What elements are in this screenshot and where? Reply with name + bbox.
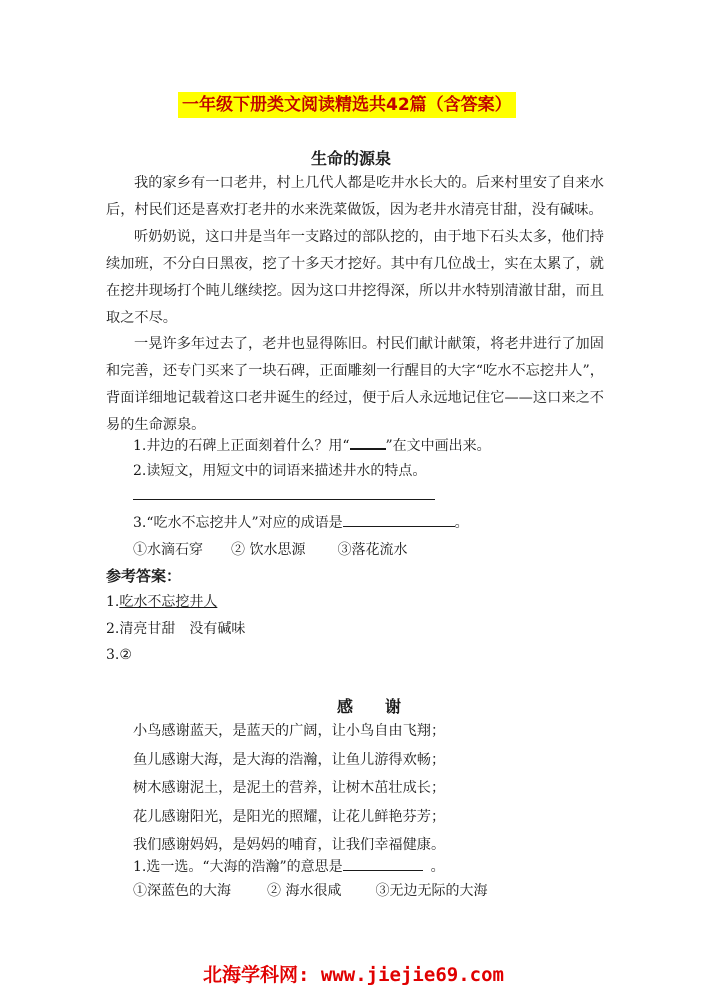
answer-blank[interactable]	[343, 513, 455, 527]
answer-blank[interactable]	[350, 436, 386, 450]
answer-3: 3.②	[106, 647, 132, 663]
option-3[interactable]: ③无边无际的大海	[375, 883, 488, 899]
option-3[interactable]: ③落花流水	[337, 542, 408, 558]
question-1: 1.井边的石碑上正面刻着什么？用“ ”在文中画出来。	[133, 438, 491, 454]
options-q3	[133, 540, 407, 560]
question-2: 2.读短文，用短文中的词语来描述井水的特点。	[133, 463, 427, 479]
poem-question-1: 1.选一选。“大海的浩瀚”的意思是 。	[133, 859, 445, 875]
poem-title: 感 谢	[337, 697, 402, 716]
option-1[interactable]: ①深蓝色的大海	[133, 883, 231, 899]
footer-watermark[interactable]: 北海学科网: www.jiejie69.com	[203, 964, 504, 986]
answer-heading: 参考答案：	[106, 567, 182, 585]
poem-body: 小鸟感谢蓝天，是蓝天的广阔，让小鸟自由飞翔； 鱼儿感谢大海，是大海的浩瀚，让鱼儿游得欢畅； 树木感谢泥土，是泥土的营养，让树木茁壮成长； 花儿感谢阳光，是阳光的照耀，让花儿鲜艳芬芳； 我们感谢妈妈，是妈妈的哺育，让我们幸福健康。	[133, 723, 446, 854]
paragraph-1: 我的家乡有一口老井，村上几代人都是吃井水长大的。后来村里安了自来水 后，村民们还是喜欢打老井的水来洗菜做饭，因为老井水清亮甘甜，没有碱味。	[106, 175, 604, 218]
option-2[interactable]: ② 海水很咸	[267, 883, 342, 899]
answer-2: 2.清亮甘甜 没有碱味	[106, 621, 246, 637]
options-poem-q1	[133, 881, 487, 901]
option-2[interactable]: ② 饮水思源	[231, 542, 306, 558]
document-title: 一年级下册类文阅读精选共42篇（含答案）	[178, 92, 516, 118]
passage-title: 生命的源泉	[311, 149, 392, 168]
paragraph-3: 一晃许多年过去了，老井也显得陈旧。村民们献计献策，将老井进行了加固 和完善，还专门买来了一块石碑，正面雕刻一行醒目的大字“吃水不忘挖井人”， 背面详细地记载着这口老井诞生的经过，便于后人永远地记住它——这口来之不 易的生命源泉。	[106, 336, 604, 433]
paragraph-2: 听奶奶说，这口井是当年一支路过的部队挖的，由于地下石头太多，他们持 续加班，不分白日黑夜，挖了十多天才挖好。其中有几位战士，实在太累了，就 在挖井现场打个盹儿继续挖。因为这口井挖得深，所以井水特别清澈甘甜，而且 取之不尽。	[106, 229, 604, 326]
answer-blank[interactable]	[343, 857, 423, 871]
option-1[interactable]: ①水滴石穿	[133, 542, 203, 558]
question-3: 3.“吃水不忘挖井人”对应的成语是 。	[133, 515, 469, 531]
answer-1: 1.吃水不忘挖井人	[106, 594, 218, 610]
answer-line[interactable]	[133, 499, 435, 500]
